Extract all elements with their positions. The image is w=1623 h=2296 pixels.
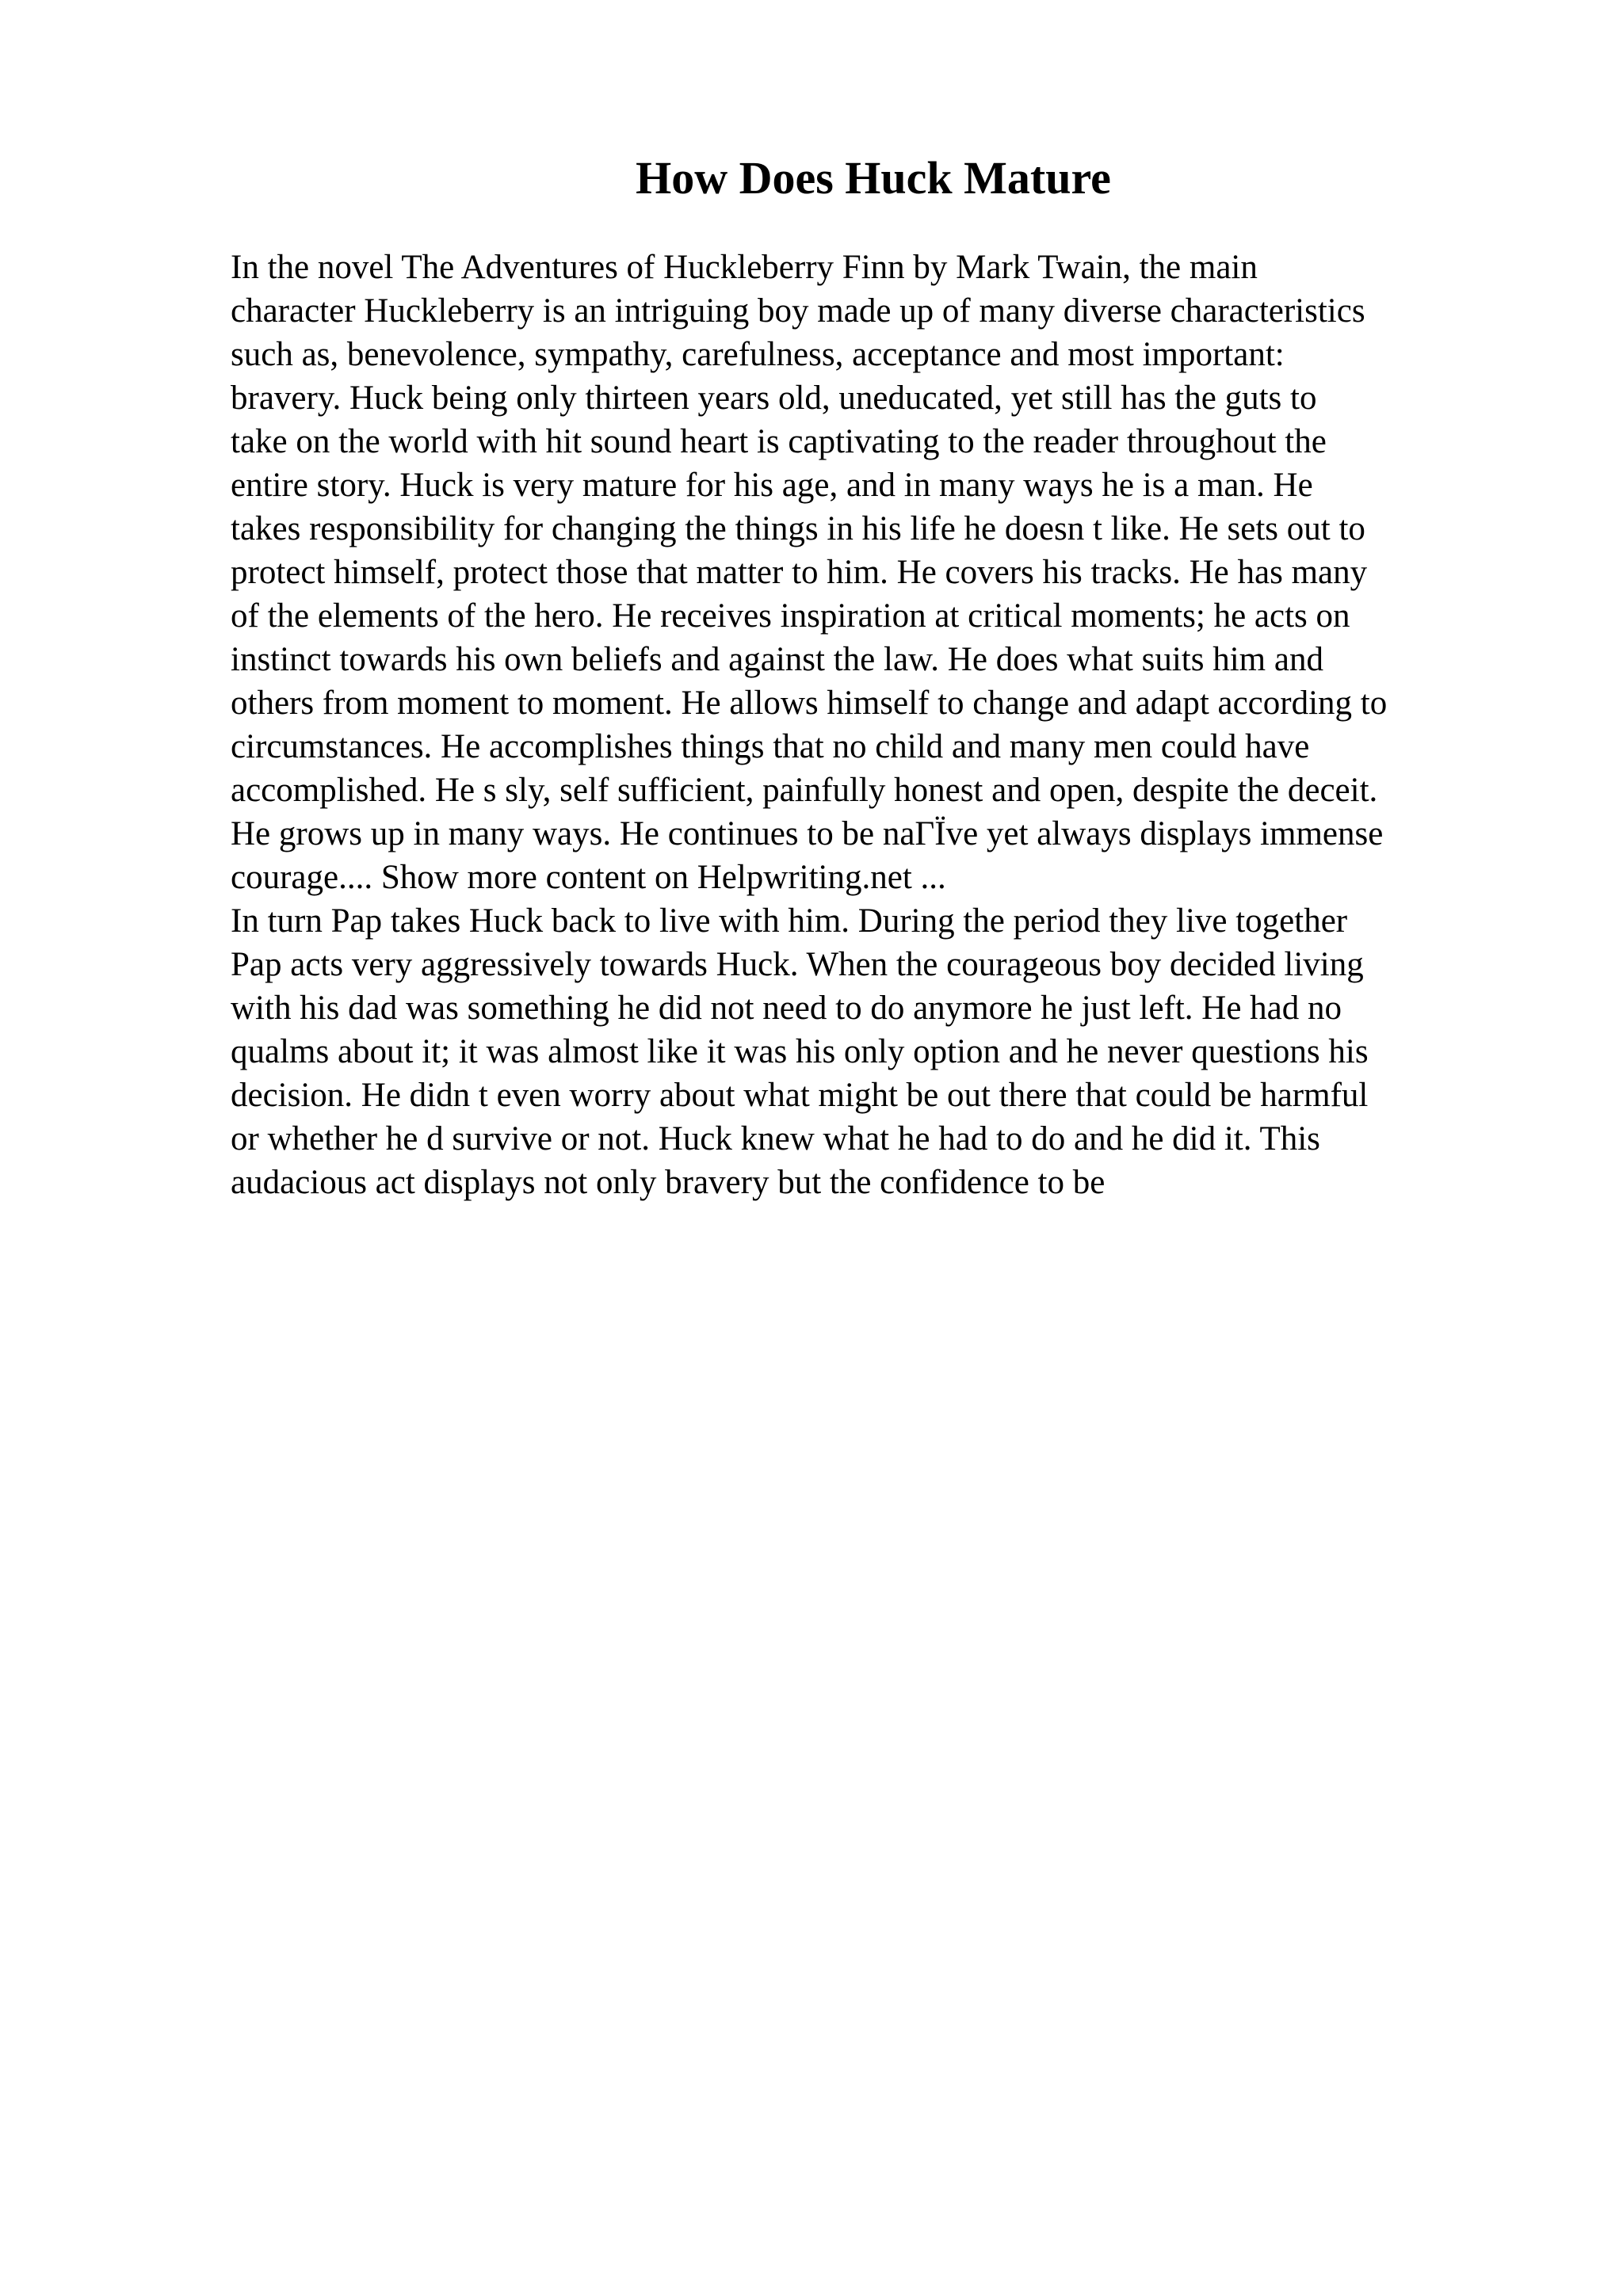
body-line: take on the world with hit sound heart is captivating to the reader throughout the bbox=[231, 423, 1327, 460]
body-line: of the elements of the hero. He receives inspiration at critical moments; he acts on bbox=[231, 597, 1350, 635]
body-line: In the novel The Adventures of Huckleberry Finn by Mark Twain, the main bbox=[231, 249, 1258, 286]
body-line: Pap acts very aggressively towards Huck. When the courageous boy decided living bbox=[231, 946, 1364, 983]
body-line: circumstances. He accomplishes things that no child and many men could have bbox=[231, 728, 1310, 765]
body-line: character Huckleberry is an intriguing boy made up of many diverse characteristics bbox=[231, 292, 1365, 330]
body-line: qualms about it; it was almost like it was his only option and he never questions his bbox=[231, 1033, 1369, 1070]
body-line: audacious act displays not only bravery but the confidence to be bbox=[231, 1164, 1106, 1201]
body-line: courage.... Show more content on Helpwriting.net ... bbox=[231, 859, 946, 896]
body-line: decision. He didn t even worry about what might be out there that could be harmful bbox=[231, 1077, 1369, 1114]
body-line: instinct towards his own beliefs and against the law. He does what suits him and bbox=[231, 641, 1323, 678]
body-line: or whether he d survive or not. Huck knew what he had to do and he did it. This bbox=[231, 1120, 1320, 1158]
body-line: with his dad was something he did not need to do anymore he just left. He had no bbox=[231, 990, 1342, 1027]
body-line: He grows up in many ways. He continues to be naΓЇve yet always displays immense bbox=[231, 815, 1384, 852]
document-body bbox=[231, 246, 1514, 1204]
body-line: entire story. Huck is very mature for his age, and in many ways he is a man. He bbox=[231, 467, 1313, 504]
body-line: accomplished. He s sly, self sufficient, painfully honest and open, despite the deceit. bbox=[231, 772, 1378, 809]
body-line: protect himself, protect those that matter to him. He covers his tracks. He has many bbox=[231, 554, 1368, 591]
body-line: takes responsibility for changing the things in his life he doesn t like. He sets out to bbox=[231, 510, 1365, 547]
page-title: How Does Huck Mature bbox=[636, 152, 1111, 204]
body-line: In turn Pap takes Huck back to live with him. During the period they live together bbox=[231, 902, 1348, 940]
body-line: others from moment to moment. He allows himself to change and adapt according to bbox=[231, 685, 1388, 722]
body-line: such as, benevolence, sympathy, carefulness, acceptance and most important: bbox=[231, 336, 1285, 373]
body-line: bravery. Huck being only thirteen years old, uneducated, yet still has the guts to bbox=[231, 379, 1317, 417]
